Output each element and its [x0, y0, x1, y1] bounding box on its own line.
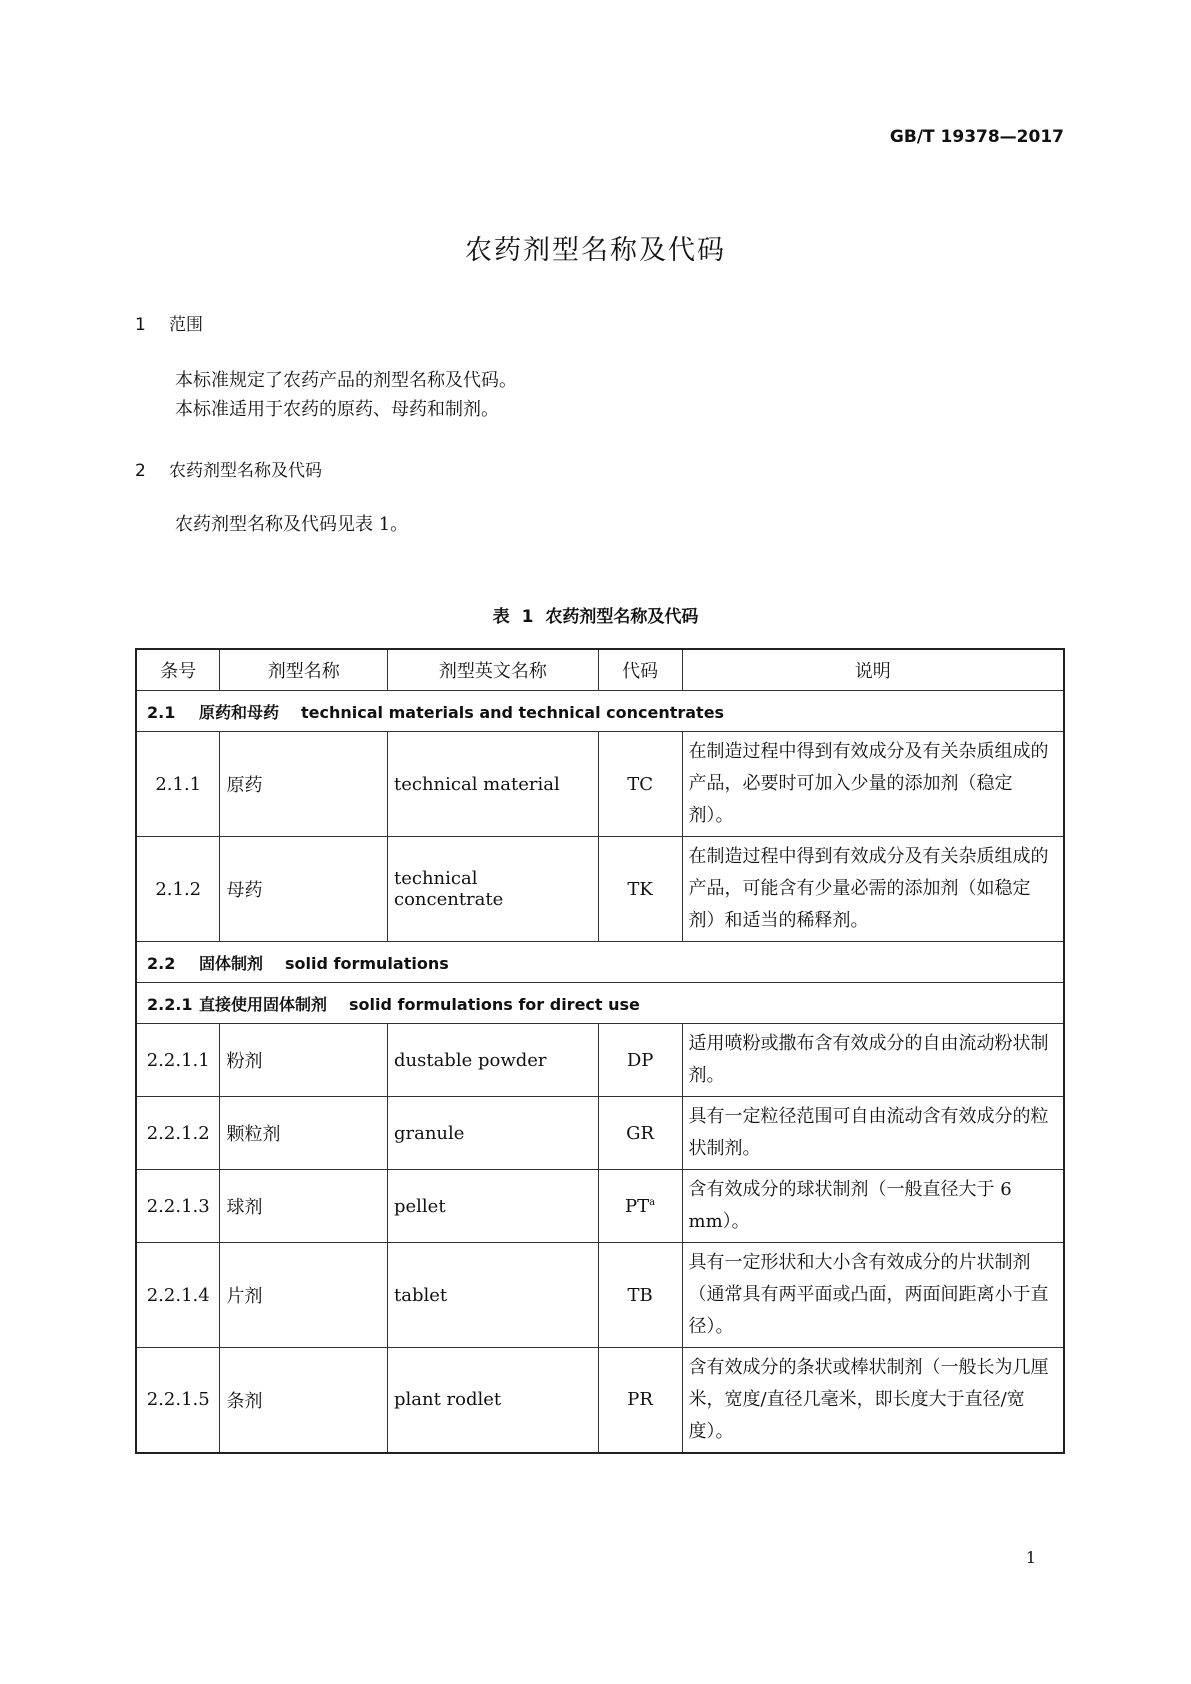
- table-row: [136, 1243, 1064, 1348]
- table-row: [136, 837, 1064, 942]
- row-code: GR: [598, 1097, 682, 1170]
- row-name: 球剂: [220, 1170, 388, 1243]
- row-english: plant rodlet: [387, 1348, 598, 1453]
- code-text: PT: [625, 1195, 650, 1217]
- table-row: [136, 1170, 1064, 1243]
- footnote-marker: a: [649, 1196, 656, 1208]
- row-code: DP: [598, 1024, 682, 1097]
- group-number: 2.2: [147, 953, 176, 973]
- row-name: 条剂: [220, 1348, 388, 1453]
- row-english: dustable powder: [387, 1024, 598, 1097]
- document-title: 农药剂型名称及代码: [465, 235, 726, 266]
- group-title-en: solid formulations for direct use: [349, 994, 640, 1014]
- header-description: 说明: [682, 649, 1064, 691]
- row-english: technical concentrate: [387, 837, 598, 942]
- section-1-heading: [135, 310, 203, 335]
- row-number: 2.1.2: [136, 837, 220, 942]
- row-english: tablet: [387, 1243, 598, 1348]
- section-title: 农药剂型名称及代码: [169, 461, 322, 481]
- header-formulation-name: 剂型名称: [220, 649, 388, 691]
- table-row: [136, 1348, 1064, 1453]
- row-description: 含有效成分的球状制剂（一般直径大于 6 mm）。: [682, 1170, 1064, 1243]
- row-code: PR: [598, 1348, 682, 1453]
- row-number: 2.2.1.3: [136, 1170, 220, 1243]
- row-number: 2.1.1: [136, 732, 220, 837]
- row-name: 粉剂: [220, 1024, 388, 1097]
- row-name: 母药: [220, 837, 388, 942]
- row-code: TB: [598, 1243, 682, 1348]
- row-description: 含有效成分的条状或棒状制剂（一般长为几厘米，宽度/直径几毫米，即长度大于直径/宽度）。: [682, 1348, 1064, 1453]
- section-1-paragraph: 本标准规定了农药产品的剂型名称及代码。: [175, 370, 517, 391]
- row-number: 2.2.1.2: [136, 1097, 220, 1170]
- table-row: [136, 1097, 1064, 1170]
- row-description: 在制造过程中得到有效成分及有关杂质组成的产品，可能含有少量必需的添加剂（如稳定剂）和适当的稀释剂。: [682, 837, 1064, 942]
- table-header-row: [136, 649, 1064, 691]
- row-description: 适用喷粉或撒布含有效成分的自由流动粉状制剂。: [682, 1024, 1064, 1097]
- row-description: 具有一定形状和大小含有效成分的片状制剂（通常具有两平面或凸面，两面间距离小于直径）。: [682, 1243, 1064, 1348]
- row-description: 具有一定粒径范围可自由流动含有效成分的粒状制剂。: [682, 1097, 1064, 1170]
- table-group-row: [136, 983, 1064, 1024]
- group-number: 2.1: [147, 702, 176, 722]
- header-english-name: 剂型英文名称: [387, 649, 598, 691]
- section-title: 范围: [169, 315, 203, 335]
- table-group-row: [136, 691, 1064, 732]
- formulation-table: [135, 648, 1065, 1454]
- standard-code: GB/T 19378—2017: [889, 127, 1064, 147]
- header-code: 代码: [598, 649, 682, 691]
- group-title-en: solid formulations: [285, 953, 449, 973]
- section-2-paragraph: 农药剂型名称及代码见表 1。: [175, 514, 409, 535]
- table-row: [136, 732, 1064, 837]
- row-english: pellet: [387, 1170, 598, 1243]
- row-english: technical material: [387, 732, 598, 837]
- row-name: 原药: [220, 732, 388, 837]
- row-name: 颗粒剂: [220, 1097, 388, 1170]
- row-number: 2.2.1.5: [136, 1348, 220, 1453]
- row-code: TC: [598, 732, 682, 837]
- group-title-cn: 固体制剂: [199, 953, 264, 973]
- page-number: 1: [1025, 1548, 1036, 1567]
- group-number: 2.2.1: [147, 994, 193, 1014]
- row-number: 2.2.1.1: [136, 1024, 220, 1097]
- row-number: 2.2.1.4: [136, 1243, 220, 1348]
- section-2-heading: [135, 456, 322, 481]
- section-number: 1: [135, 315, 146, 335]
- group-title-cn: 直接使用固体制剂: [199, 994, 328, 1014]
- header-clause-number: 条号: [136, 649, 220, 691]
- table-group-row: [136, 942, 1064, 983]
- section-1-paragraph: 本标准适用于农药的原药、母药和制剂。: [175, 399, 499, 420]
- group-title-en: technical materials and technical concentrates: [301, 702, 725, 722]
- table-caption: 表 1 农药剂型名称及代码: [492, 607, 699, 627]
- table-row: [136, 1024, 1064, 1097]
- row-name: 片剂: [220, 1243, 388, 1348]
- row-description: 在制造过程中得到有效成分及有关杂质组成的产品，必要时可加入少量的添加剂（稳定剂）。: [682, 732, 1064, 837]
- group-title-cn: 原药和母药: [199, 702, 280, 722]
- row-code: [598, 1170, 682, 1243]
- row-english: granule: [387, 1097, 598, 1170]
- section-number: 2: [135, 461, 146, 481]
- row-code: TK: [598, 837, 682, 942]
